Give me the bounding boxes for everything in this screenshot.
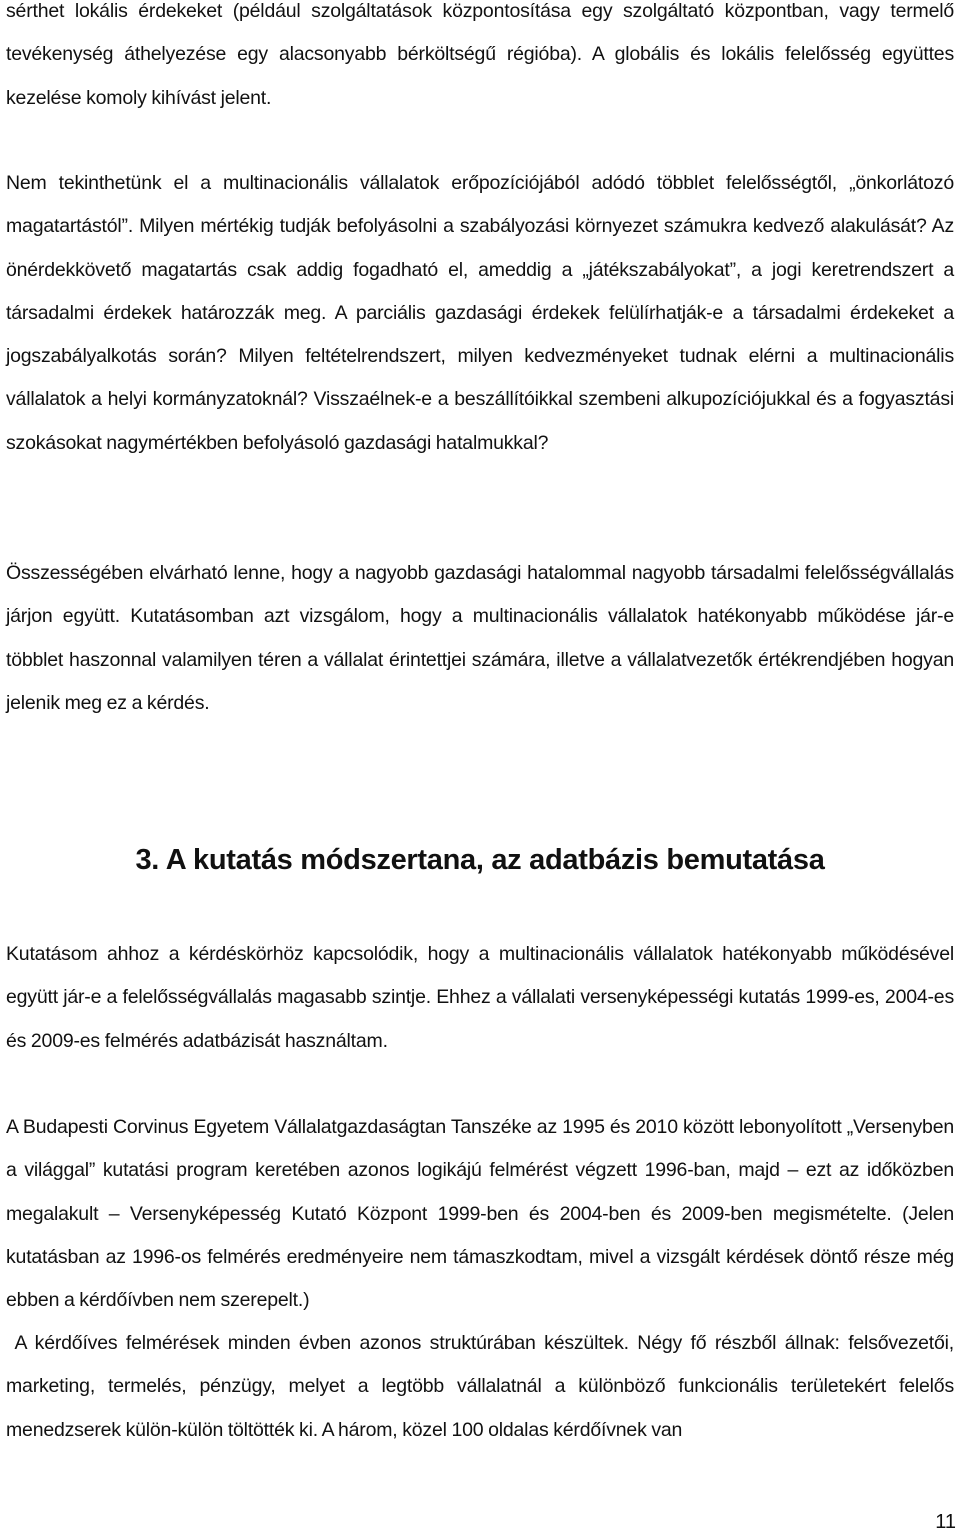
section-heading: 3. A kutatás módszertana, az adatbázis bemutatása xyxy=(135,844,825,876)
paragraph-multinational-responsibility: Nem tekinthetünk el a multinacionális vállalatok erőpozíciójából adódó többlet felelősségtől, „önkorlátozó magatartástól”. Milyen mértékig tudják befolyásolni a szabályozási környezet számukra kedvező alakulását? Az önérdekkövető magatartás csak addig fogadható el, ameddig a „játékszabályokat”, a jogi keretrendszert a társadalmi érdekek határozzák meg. A parciális gazdasági érdekek felülírhatják-e a társadalmi érdekeket a jogszabályalkotás során? Milyen feltételrendszert, milyen kedvezményeket tudnak elérni a multinacionális vállalatok a helyi kormányzatoknál? Visszaélnek-e a beszállítóikkal szembeni alkupozíciójukkal és a fogyasztási szokásokat nagymértékben befolyásoló gazdasági hatalmukkal? xyxy=(6,172,954,454)
paragraph-questionnaire-structure: A kérdőíves felmérések minden évben azonos struktúrában készültek. Négy fő részből állnak: felsővezetői, marketing, termelés, pénzügy, melyet a legtöbb vállalatnál a különböző funkcionális területekért felelős menedzserek külön-külön töltötték ki. A három, közel 100 oldalas kérdőívnek van xyxy=(6,1332,959,1441)
paragraph-summary: Összességében elvárható lenne, hogy a nagyobb gazdasági hatalommal nagyobb társadalmi felelősségvállalás járjon együtt. Kutatásomban azt vizsgálom, hogy a multinacionális vállalatok hatékonyabb működése jár-e többlet haszonnal valamilyen téren a vállalat érintettjei számára, illetve a vállalatvezetők értékrendjében hogyan jelenik meg ez a kérdés. xyxy=(6,562,954,714)
paragraph-research-topic: Kutatásom ahhoz a kérdéskörhöz kapcsolódik, hogy a multinacionális vállalatok hatékonyabb működésével együtt jár-e a felelősségvállalás magasabb szintje. Ehhez a vállalati versenyképességi kutatás 1999-es, 2004-es és 2009-es felmérés adatbázisát használtam. xyxy=(6,943,954,1052)
page-number: 11 xyxy=(935,1511,956,1533)
paragraph-intro-continuation: sérthet lokális érdekeket (például szolgáltatások központosítása egy szolgáltató központban, vagy termelő tevékenység áthelyezése egy alacsonyabb bérköltségű régióba). A globális és lokális felelősség együttes kezelése komoly kihívást jelent. xyxy=(6,0,954,109)
paragraph-corvinus-program: A Budapesti Corvinus Egyetem Vállalatgazdaságtan Tanszéke az 1995 és 2010 között lebonyolított „Versenyben a világgal” kutatási program keretében azonos logikájú felmérést végzett 1996-ban, majd – ezt az időközben megalakult – Versenyképesség Kutató Központ 1999-ben és 2004-ben és 2009-ben megismételte. (Jelen kutatásban az 1996-os felmérés eredményeire nem támaszkodtam, mivel a vizsgált kérdések döntő része még ebben a kérdőívben nem szerepelt.) xyxy=(6,1116,954,1312)
